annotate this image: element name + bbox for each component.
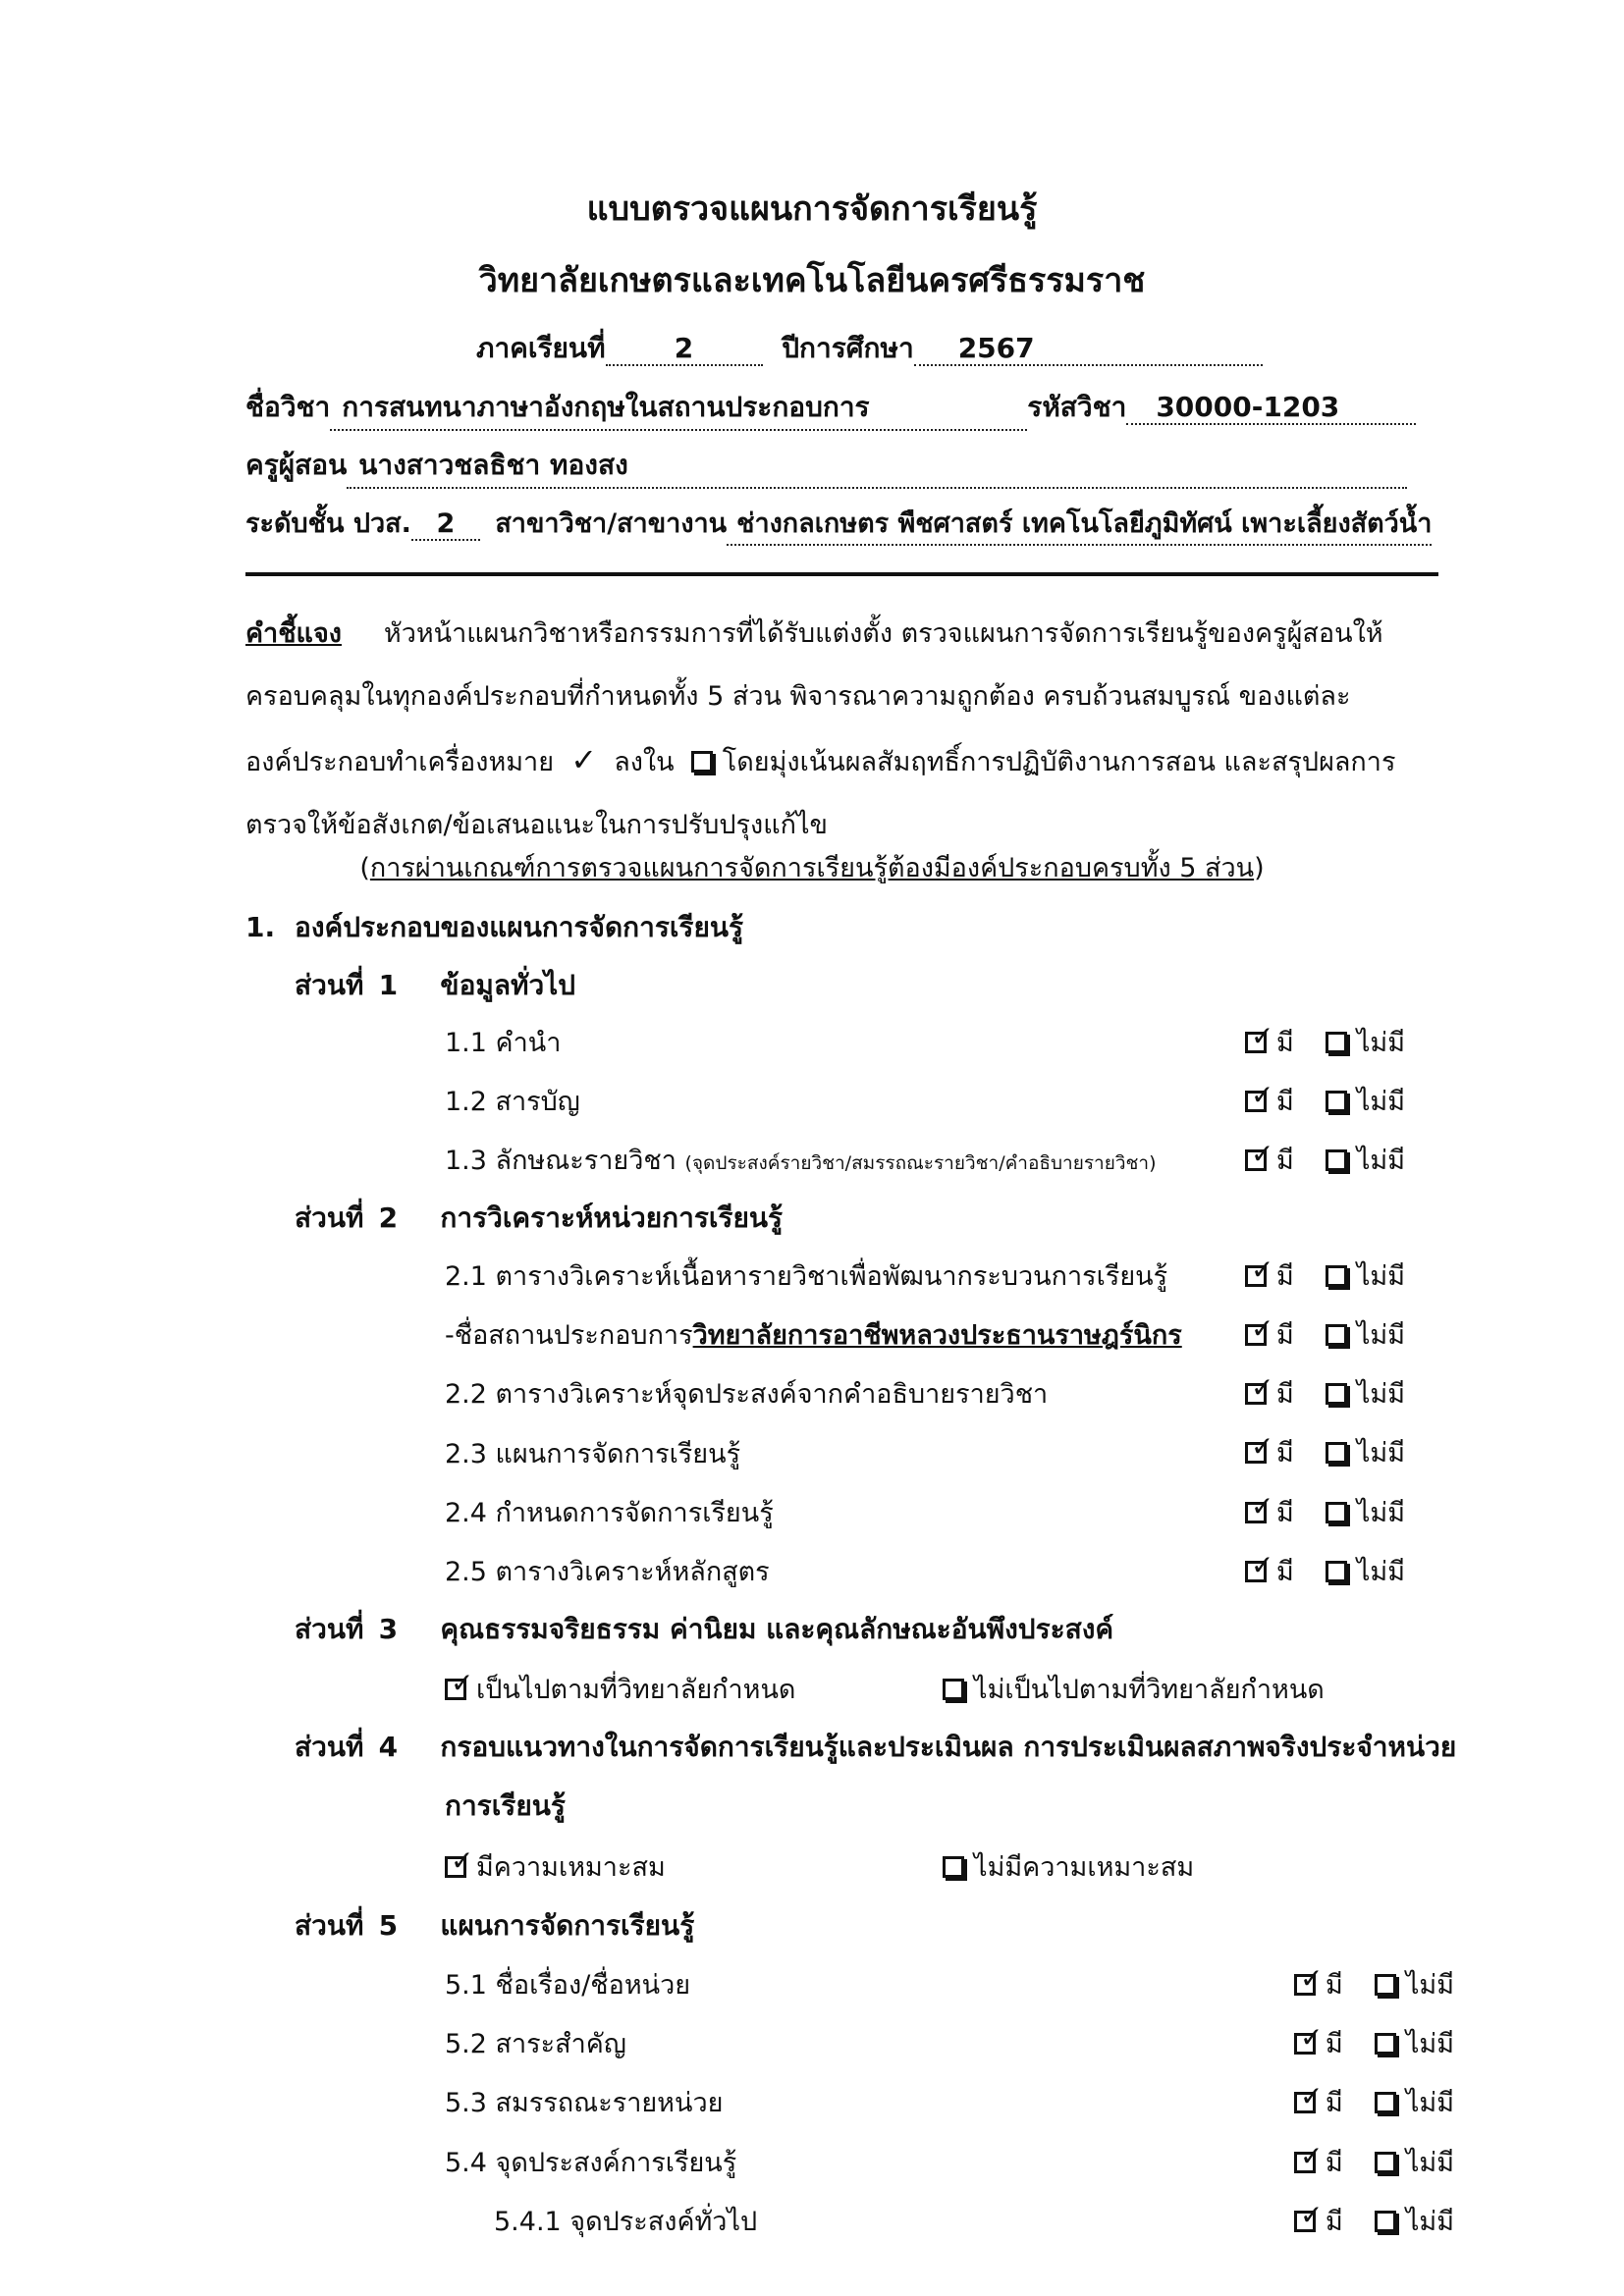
options-column-5 [1294, 1963, 1454, 2259]
company-value: วิทยาลัยการอาชีพหลวงประธานราษฎร์นิกร [692, 1320, 1182, 1351]
dept-value: ช่างกลเกษตร พืชศาสตร์ เทคโนโลยีภูมิทัศน์ เพาะเลี้ยงสัตว์น้ำ [727, 502, 1432, 546]
yes-option[interactable] [1294, 2200, 1343, 2242]
yes-label: มี [1276, 1028, 1294, 1058]
item-1-2: 1.2 สารบัญ [445, 1087, 580, 1117]
no-label: ไม่มี [1405, 2029, 1454, 2059]
part1-number: 1 [378, 969, 399, 1001]
no-label: ไม่มี [1356, 1320, 1405, 1351]
yes-label: มี [1276, 1557, 1294, 1587]
part4-title-cont: การเรียนรู้ [445, 1789, 566, 1822]
no-label: ไม่มี [1356, 1087, 1405, 1117]
yes-option[interactable] [1245, 1139, 1294, 1181]
no-option[interactable] [1326, 1313, 1405, 1356]
empty-box-icon [943, 1679, 964, 1700]
instructions-line1: หัวหน้าแผนกวิชาหรือกรรมการที่ได้รับแต่งตั้ง ตรวจแผนการจัดการเรียนรู้ของครูผู้สอนให้ [383, 618, 1383, 649]
item-2-2: 2.2 ตารางวิเคราะห์จุดประสงค์จากคำอธิบายรายวิชา [445, 1379, 1049, 1410]
yes-label: มี [1276, 1498, 1294, 1528]
form-title: แบบตรวจแผนการจัดการเรียนรู้ [586, 189, 1038, 229]
year-label: ปีการศึกษา [782, 332, 914, 364]
section1-number: 1. [245, 911, 276, 943]
empty-box-icon [1375, 2092, 1396, 2113]
options-column-2 [1245, 1255, 1405, 1609]
no-label: ไม่มี [1356, 1146, 1405, 1176]
empty-box-icon [1326, 1091, 1347, 1112]
no-option[interactable] [1326, 1255, 1405, 1297]
year-value: 2567 [914, 332, 1263, 366]
item-1-3-label: 1.3 ลักษณะรายวิชา [445, 1146, 677, 1176]
part4-no-label: ไม่มีความเหมาะสม [974, 1852, 1195, 1883]
yes-label: มี [1276, 1379, 1294, 1410]
no-label: ไม่มี [1356, 1028, 1405, 1058]
yes-label: มี [1276, 1146, 1294, 1176]
yes-option[interactable] [1245, 1431, 1294, 1473]
checked-box-icon: ✓ [1245, 1442, 1267, 1464]
item-1-1: 1.1 คำนำ [445, 1028, 562, 1058]
item-1-3 [445, 1139, 1157, 1181]
yes-option[interactable] [1294, 2022, 1343, 2064]
no-label: ไม่มี [1405, 2207, 1454, 2237]
empty-box-icon [1326, 1324, 1347, 1346]
part3-no-option[interactable] [943, 1668, 1325, 1710]
no-label: ไม่มี [1405, 2148, 1454, 2178]
checked-box-icon: ✓ [1294, 2033, 1316, 2055]
yes-label: มี [1276, 1438, 1294, 1468]
no-option[interactable] [1326, 1372, 1405, 1415]
empty-box-icon [1326, 1442, 1347, 1464]
part5-label: ส่วนที่ [295, 1909, 364, 1942]
no-label: ไม่มี [1405, 2088, 1454, 2118]
subject-label: ชื่อวิชา [245, 391, 331, 423]
instructions-line3b: ลงใน [614, 747, 675, 777]
no-option[interactable] [1326, 1139, 1405, 1181]
semester-value: 2 [606, 332, 763, 366]
yes-option[interactable] [1245, 1550, 1294, 1592]
checked-box-icon: ✓ [1294, 2092, 1316, 2113]
no-option[interactable] [1326, 1550, 1405, 1592]
part3-yes-label: เป็นไปตามที่วิทยาลัยกำหนด [476, 1675, 796, 1705]
code-value: 30000-1203 [1126, 391, 1416, 425]
college-name: วิทยาลัยเกษตรและเทคโนโลยีนครศรีธรรมราช [478, 261, 1146, 300]
part4-title: กรอบแนวทางในการจัดการเรียนรู้และประเมินผล การประเมินผลสภาพจริงประจำหน่วย [440, 1731, 1457, 1763]
item-2-1-company [445, 1313, 1182, 1356]
yes-option[interactable] [1245, 1313, 1294, 1356]
item-2-1: 2.1 ตารางวิเคราะห์เนื้อหารายวิชาเพื่อพัฒนากระบวนการเรียนรู้ [445, 1261, 1168, 1292]
part3-no-label: ไม่เป็นไปตามที่วิทยาลัยกำหนด [974, 1675, 1325, 1705]
yes-option[interactable] [1245, 1491, 1294, 1533]
part1-label: ส่วนที่ [295, 969, 364, 1001]
instructions-line3a: องค์ประกอบทำเครื่องหมาย [245, 747, 555, 777]
checked-box-icon: ✓ [1245, 1032, 1267, 1053]
part4-options-no [943, 1845, 1194, 1888]
part3-heading [295, 1608, 1113, 1651]
level-label: ระดับชั้น ปวส. [245, 508, 411, 539]
part4-options [445, 1845, 666, 1888]
part2-title: การวิเคราะห์หน่วยการเรียนรู้ [440, 1201, 784, 1234]
criteria-text: การผ่านเกณฑ์การตรวจแผนการจัดการเรียนรู้ต้องมีองค์ประกอบครบทั้ง 5 ส่วน [369, 853, 1255, 883]
dept-label: สาขาวิชา/สาขางาน [495, 508, 728, 539]
item-2-3: 2.3 แผนการจัดการเรียนรู้ [445, 1439, 741, 1469]
no-label: ไม่มี [1405, 1970, 1454, 2001]
empty-box-icon [1326, 1383, 1347, 1405]
empty-box-icon [943, 1856, 964, 1878]
options-column-1 [1245, 1021, 1405, 1198]
checked-box-icon: ✓ [1245, 1383, 1267, 1405]
empty-box-icon [1326, 1032, 1347, 1053]
item-5-4: 5.4 จุดประสงค์การเรียนรู้ [445, 2148, 737, 2178]
no-label: ไม่มี [1356, 1261, 1405, 1292]
empty-box-icon [1326, 1265, 1347, 1287]
no-option[interactable] [1375, 2081, 1454, 2123]
instructions [245, 603, 1498, 857]
checked-box-icon: ✓ [1245, 1324, 1267, 1346]
subject-line [245, 386, 1416, 431]
no-option[interactable] [1375, 1963, 1454, 2005]
no-label: ไม่มี [1356, 1498, 1405, 1528]
no-option[interactable] [1326, 1080, 1405, 1122]
no-option[interactable] [1375, 2141, 1454, 2183]
code-label: รหัสวิชา [1027, 391, 1127, 423]
part5-number: 5 [378, 1909, 399, 1942]
company-label: -ชื่อสถานประกอบการ [445, 1320, 693, 1351]
empty-box-icon [1326, 1561, 1347, 1582]
part4-number: 4 [378, 1731, 399, 1763]
yes-option[interactable] [1294, 2141, 1343, 2183]
yes-option[interactable] [1294, 1963, 1343, 2005]
yes-label: มี [1326, 2029, 1343, 2059]
part3-number: 3 [378, 1613, 399, 1645]
teacher-label: ครูผู้สอน [245, 449, 348, 481]
item-5-1: 5.1 ชื่อเรื่อง/ชื่อหน่วย [445, 1970, 691, 2001]
item-5-2: 5.2 สาระสำคัญ [445, 2029, 626, 2059]
level-line [245, 502, 1432, 546]
yes-label: มี [1326, 2207, 1343, 2237]
checked-box-icon: ✓ [1294, 2211, 1316, 2232]
no-option[interactable] [1326, 1021, 1405, 1063]
part5-title: แผนการจัดการเรียนรู้ [440, 1909, 695, 1942]
part2-number: 2 [378, 1201, 399, 1234]
instructions-line2: ครอบคลุมในทุกองค์ประกอบที่กำหนดทั้ง 5 ส่วน พิจารณาความถูกต้อง ครบถ้วนสมบูรณ์ ของแต่ละ [245, 681, 1351, 712]
checkmark-icon: ✓ [570, 741, 598, 778]
part2-label: ส่วนที่ [295, 1201, 364, 1234]
instructions-label: คำชี้แจง [245, 618, 342, 649]
empty-box-icon [1375, 2152, 1396, 2173]
subject-value: การสนทนาภาษาอังกฤษในสถานประกอบการ [330, 386, 1027, 431]
yes-label: มี [1276, 1261, 1294, 1292]
checked-box-icon: ✓ [1245, 1149, 1267, 1171]
part4-yes-label: มีความเหมาะสม [476, 1852, 666, 1883]
part4-no-option[interactable] [943, 1845, 1194, 1888]
part3-options-no [943, 1668, 1325, 1710]
part1-title: ข้อมูลทั่วไป [440, 969, 576, 1001]
no-label: ไม่มี [1356, 1379, 1405, 1410]
no-option[interactable] [1326, 1431, 1405, 1473]
yes-option[interactable] [1245, 1372, 1294, 1415]
yes-label: มี [1326, 2148, 1343, 2178]
yes-label: มี [1276, 1320, 1294, 1351]
part3-yes-option[interactable] [445, 1668, 795, 1710]
checked-box-icon: ✓ [1294, 1974, 1316, 1996]
yes-option[interactable] [1294, 2081, 1343, 2123]
yes-option[interactable] [1245, 1255, 1294, 1297]
empty-checkbox-icon [691, 751, 713, 773]
part5-heading [295, 1904, 694, 1948]
yes-label: มี [1276, 1087, 1294, 1117]
empty-box-icon [1375, 2211, 1396, 2232]
header-divider [245, 572, 1438, 576]
item-5-3: 5.3 สมรรถณะรายหน่วย [445, 2088, 724, 2118]
empty-box-icon [1375, 1974, 1396, 1996]
checked-box-icon: ✓ [1294, 2152, 1316, 2173]
item-2-5: 2.5 ตารางวิเคราะห์หลักสูตร [445, 1557, 770, 1587]
part4-label: ส่วนที่ [295, 1731, 364, 1763]
yes-label: มี [1326, 2088, 1343, 2118]
item-5-4-1: 5.4.1 จุดประสงค์ทั่วไป [494, 2207, 758, 2237]
item-2-4: 2.4 กำหนดการจัดการเรียนรู้ [445, 1498, 774, 1528]
no-option[interactable] [1326, 1491, 1405, 1533]
semester-line [476, 327, 1263, 370]
teacher-line [245, 444, 1407, 489]
part4-heading [295, 1726, 1456, 1769]
checked-box-icon: ✓ [445, 1679, 466, 1700]
semester-label: ภาคเรียนที่ [476, 332, 606, 364]
part1-heading [295, 964, 575, 1007]
part3-title: คุณธรรมจริยธรรม ค่านิยม และคุณลักษณะอันพึงประสงค์ [440, 1613, 1114, 1645]
section1-heading [245, 906, 743, 949]
no-option[interactable] [1375, 2022, 1454, 2064]
checked-box-icon: ✓ [1245, 1091, 1267, 1112]
checked-box-icon: ✓ [1245, 1265, 1267, 1287]
checked-box-icon: ✓ [445, 1856, 466, 1878]
teacher-value: นางสาวชลธิชา ทองสง [347, 444, 1407, 489]
criteria-note: (การผ่านเกณฑ์การตรวจแผนการจัดการเรียนรู้ต้องมีองค์ประกอบครบทั้ง 5 ส่วน) [359, 853, 1265, 883]
empty-box-icon [1326, 1502, 1347, 1523]
no-label: ไม่มี [1356, 1438, 1405, 1468]
level-value: 2 [411, 508, 480, 541]
no-option[interactable] [1375, 2200, 1454, 2242]
section1-title: องค์ประกอบของแผนการจัดการเรียนรู้ [295, 911, 744, 943]
checked-box-icon: ✓ [1245, 1561, 1267, 1582]
instructions-line4: ตรวจให้ข้อสังเกต/ข้อเสนอแนะในการปรับปรุงแก้ไข [245, 810, 828, 840]
empty-box-icon [1375, 2033, 1396, 2055]
instructions-line3c: โดยมุ่งเน้นผลสัมฤทธิ์การปฏิบัติงานการสอน และสรุปผลการ [722, 747, 1396, 777]
item-1-3-note: (จุดประสงค์รายวิชา/สมรรถณะรายวิชา/คำอธิบายรายวิชา) [684, 1152, 1157, 1174]
yes-label: มี [1326, 1970, 1343, 2001]
part2-heading [295, 1197, 783, 1240]
yes-option[interactable] [1245, 1080, 1294, 1122]
part4-yes-option[interactable] [445, 1845, 666, 1888]
part3-label: ส่วนที่ [295, 1613, 364, 1645]
checked-box-icon: ✓ [1245, 1502, 1267, 1523]
empty-box-icon [1326, 1149, 1347, 1171]
yes-option[interactable] [1245, 1021, 1294, 1063]
part3-options [445, 1668, 795, 1710]
no-label: ไม่มี [1356, 1557, 1405, 1587]
